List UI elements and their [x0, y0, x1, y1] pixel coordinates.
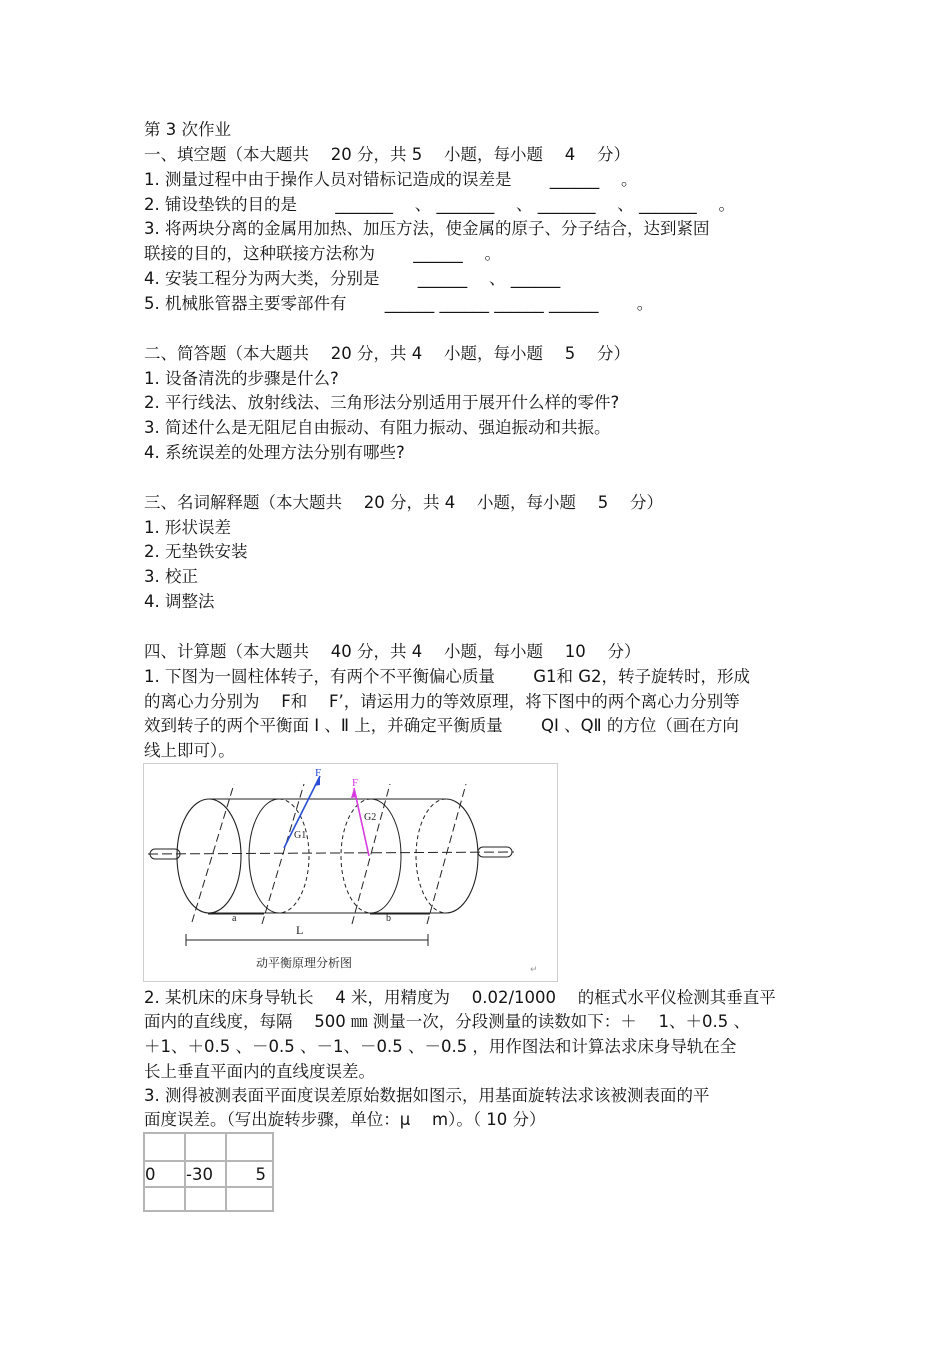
- section4-question-1-line1: 1. 下图为一圆柱体转子，有两个不平衡偏心质量 G1和 G2，转子旋转时，形成: [144, 667, 751, 686]
- section4-question-2-line1: 2. 某机床的床身导轨长 4 米，用精度为 0.02/1000 的框式水平仪检测其垂直平: [144, 988, 776, 1007]
- section2-question-3: 3. 简述什么是无阻尼自由振动、有阻力振动、强迫振动和共振。: [144, 418, 611, 437]
- document-title: 第 3 次作业: [144, 120, 231, 139]
- label-g1: G1: [294, 830, 307, 841]
- section1-question-3-line2: 联接的目的，这种联接方法称为 ______ 。: [144, 244, 501, 263]
- table-cell: -30: [185, 1161, 226, 1187]
- label-g2: G2: [364, 812, 377, 823]
- flatness-data-table: [143, 1132, 274, 1212]
- section2-heading: 二、简答题（本大题共 20 分，共 4 小题，每小题 5 分）: [144, 344, 630, 363]
- label-a: a: [232, 913, 237, 924]
- section1-question-5: 5. 机械胀管器主要零部件有 ______ ______ ______ ______ 。: [144, 294, 654, 313]
- section1-question-3-line1: 3. 将两块分离的金属用加热、加压方法，使金属的原子、分子结合，达到紧固: [144, 219, 710, 238]
- section4-question-2-line3: ＋1、＋0.5 、－0.5 、－1、－0.5 、－0.5 ，用作图法和计算法求床身导轨在全: [144, 1037, 737, 1056]
- section3-question-1: 1. 形状误差: [144, 518, 231, 537]
- label-f: F: [315, 767, 322, 779]
- table-cell: 5: [226, 1161, 273, 1187]
- label-b: b: [386, 913, 391, 924]
- section4-question-1-line4: 线上即可）。: [144, 741, 235, 760]
- svg-text:↵: ↵: [530, 965, 538, 975]
- table-cell: [185, 1133, 226, 1161]
- section1-question-4: 4. 安装工程分为两大类，分别是 ______ 、 ______: [144, 269, 561, 288]
- table-cell: [144, 1187, 185, 1211]
- section2-question-4: 4. 系统误差的处理方法分别有哪些?: [144, 443, 405, 462]
- section3-question-4: 4. 调整法: [144, 592, 215, 611]
- table-row: [144, 1161, 273, 1187]
- table-cell: [185, 1187, 226, 1211]
- section4-heading: 四、计算题（本大题共 40 分，共 4 小题，每小题 10 分）: [144, 642, 641, 661]
- rotor-diagram: [144, 764, 557, 981]
- section3-question-3: 3. 校正: [144, 567, 198, 586]
- label-l: L: [296, 923, 304, 937]
- section3-heading: 三、名词解释题（本大题共 20 分，共 4 小题，每小题 5 分）: [144, 493, 663, 512]
- table-row: [144, 1133, 273, 1161]
- section4-question-3-line2: 面度误差。（写出旋转步骤，单位：μ m）。（ 10 分）: [144, 1110, 546, 1129]
- section2-question-1: 1. 设备清洗的步骤是什么?: [144, 369, 339, 388]
- table-cell: [226, 1133, 273, 1161]
- figure-caption: 动平衡原理分析图: [256, 956, 353, 970]
- section4-question-3-line1: 3. 测得被测表面平面度误差原始数据如图示，用基面旋转法求该被测表面的平: [144, 1086, 710, 1105]
- section2-question-2: 2. 平行线法、放射线法、三角形法分别适用于展开什么样的零件?: [144, 393, 620, 412]
- section4-question-2-line4: 长上垂直平面内的直线度误差。: [144, 1062, 375, 1081]
- section4-question-1-line2: 的离心力分别为 F和 F’，请运用力的等效原理，将下图中的两个离心力分别等: [144, 692, 740, 711]
- table-row: [144, 1187, 273, 1211]
- section4-question-1-line3: 效到转子的两个平衡面 Ⅰ 、Ⅱ 上，并确定平衡质量 QⅠ 、QⅡ 的方位（画在方向: [144, 716, 739, 735]
- table-cell: 0: [144, 1161, 185, 1187]
- section1-question-1: 1. 测量过程中由于操作人员对错标记造成的误差是 ______ 。: [144, 170, 638, 189]
- section4-question-2-line2: 面内的直线度，每隔 500 ㎜ 测量一次，分段测量的读数如下：＋ 1、＋0.5 、: [144, 1012, 750, 1031]
- section1-heading: 一、填空题（本大题共 20 分，共 5 小题，每小题 4 分）: [144, 145, 630, 164]
- section1-question-2: 2. 铺设垫铁的目的是 _______ 、 _______ 、 _______ 、 _______ 。: [144, 195, 735, 214]
- table-cell: [144, 1133, 185, 1161]
- label-f-prime: F: [352, 777, 359, 789]
- section3-question-2: 2. 无垫铁安装: [144, 542, 248, 561]
- rotor-balance-figure: [143, 763, 558, 982]
- table-cell: [226, 1187, 273, 1211]
